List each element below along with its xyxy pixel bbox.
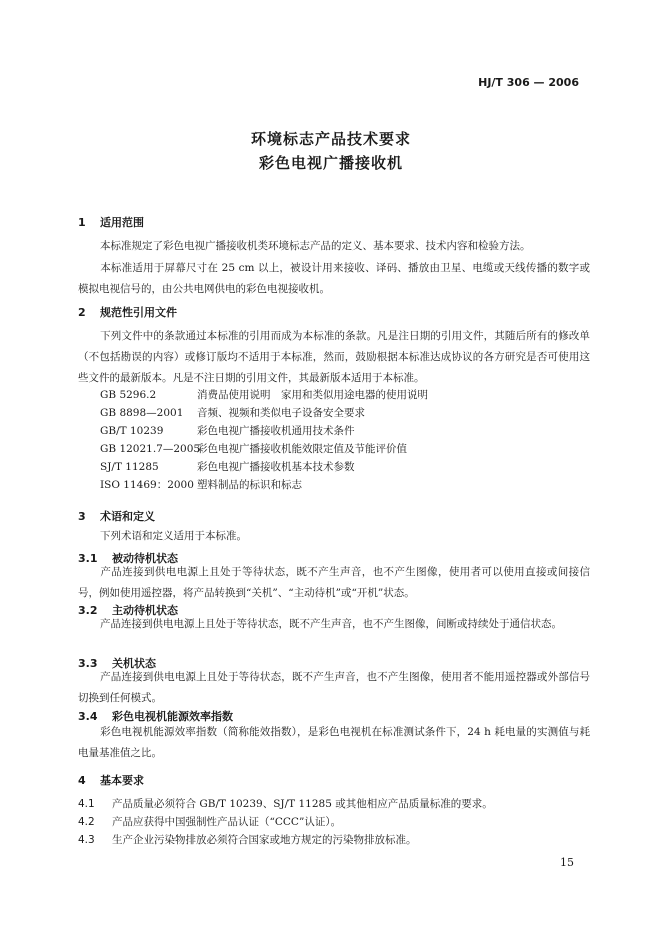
title-line-1: 环境标志产品技术要求 [250, 130, 411, 148]
page-number: 15 [560, 856, 574, 869]
section-3-heading [78, 508, 155, 524]
reference-title: 消费品使用说明 家用和类似用途电器的使用说明 [197, 389, 428, 401]
requirement-text: 产品质量必须符合 GB/T 10239、SJ/T 11285 或其他相应产品质量标准的要求。 [112, 798, 493, 810]
section-number: 2 [78, 306, 86, 319]
title-line-2: 彩色电视广播接收机 [258, 154, 403, 172]
reference-code: GB 12021.7—2005 [100, 443, 201, 455]
requirement-number: 4.3 [78, 834, 95, 846]
requirement-item [78, 794, 493, 814]
reference-row [100, 440, 407, 458]
reference-row [100, 476, 302, 494]
section-3-intro: 下列术语和定义适用于本标准。 [100, 530, 247, 542]
term-definition: 产品连接到供电电源上且处于等待状态，既不产生声音，也不产生图像，使用者可以使用直接或间接信号，例如使用遥控器，将产品转换到“关机”、“主动待机”或“开机”状态。 [78, 566, 590, 599]
reference-row [100, 458, 355, 476]
reference-title: 彩色电视广播接收机能效限定值及节能评价值 [197, 443, 407, 455]
term-number: 3.1 [78, 552, 98, 565]
term-title: 主动待机状态 [112, 604, 178, 617]
section-2-heading [78, 304, 177, 320]
section-title: 适用范围 [100, 216, 144, 229]
term-title: 彩色电视机能源效率指数 [112, 710, 233, 723]
section-2-paragraph: 下列文件中的条款通过本标准的引用而成为本标准的条款。凡是注日期的引用文件，其随后所有的修改单（不包括勘误的内容）或修订版均不适用于本标准，然而，鼓励根据本标准达成协议的各方研究是否可使用这些文件的最新版本。凡是不注日期的引用文件，其最新版本适用于本标准。 [78, 330, 590, 384]
section-number: 1 [78, 216, 86, 229]
reference-code: GB/T 10239 [100, 425, 164, 437]
reference-title: 音频、视频和类似电子设备安全要求 [197, 407, 365, 419]
section-number: 4 [78, 774, 86, 787]
document-code: HJ/T 306 — 2006 [478, 76, 579, 89]
requirement-item [78, 812, 341, 832]
section-title: 术语和定义 [100, 510, 155, 523]
section-1-heading [78, 214, 144, 230]
section-1-paragraph-1: 本标准规定了彩色电视广播接收机类环境标志产品的定义、基本要求、技术内容和检验方法。 [100, 240, 531, 252]
term-number: 3.4 [78, 710, 98, 723]
reference-code: GB 8898—2001 [100, 407, 184, 419]
requirement-text: 生产企业污染物排放必须符合国家或地方规定的污染物排放标准。 [112, 834, 417, 846]
reference-title: 塑料制品的标识和标志 [197, 479, 302, 491]
term-number: 3.2 [78, 604, 98, 617]
reference-code: GB 5296.2 [100, 389, 157, 401]
term-title: 被动待机状态 [112, 552, 178, 565]
term-definition: 产品连接到供电电源上且处于等待状态，既不产生声音，也不产生图像，使用者不能用遥控器或外部信号切换到任何模式。 [78, 671, 590, 704]
reference-title: 彩色电视广播接收机基本技术参数 [197, 461, 355, 473]
section-number: 3 [78, 510, 86, 523]
term-definition: 产品连接到供电电源上且处于等待状态，既不产生声音，也不产生图像，间断或持续处于通信状态。 [100, 618, 562, 630]
requirement-number: 4.2 [78, 816, 95, 828]
section-title: 基本要求 [100, 774, 144, 787]
reference-title: 彩色电视广播接收机通用技术条件 [197, 425, 355, 437]
term-title: 关机状态 [112, 657, 156, 670]
requirement-item [78, 830, 417, 850]
requirement-number: 4.1 [78, 798, 95, 810]
section-4-heading [78, 772, 144, 788]
reference-row [100, 422, 355, 440]
requirement-text: 产品应获得中国强制性产品认证（“CCC”认证）。 [112, 816, 342, 828]
reference-code: ISO 11469：2000 [100, 479, 194, 491]
term-definition: 彩色电视机能源效率指数（简称能效指数），是彩色电视机在标准测试条件下，24 h 耗电量的实测值与耗电量基准值之比。 [78, 726, 590, 759]
reference-row [100, 404, 365, 422]
section-title: 规范性引用文件 [100, 306, 177, 319]
reference-code: SJ/T 11285 [100, 461, 159, 473]
reference-row [100, 386, 428, 404]
section-1-paragraph-2: 本标准适用于屏幕尺寸在 25 cm 以上，被设计用来接收、译码、播放由卫星、电缆或天线传播的数字或模拟电视信号的，由公共电网供电的彩色电视接收机。 [78, 262, 590, 295]
term-number: 3.3 [78, 657, 98, 670]
